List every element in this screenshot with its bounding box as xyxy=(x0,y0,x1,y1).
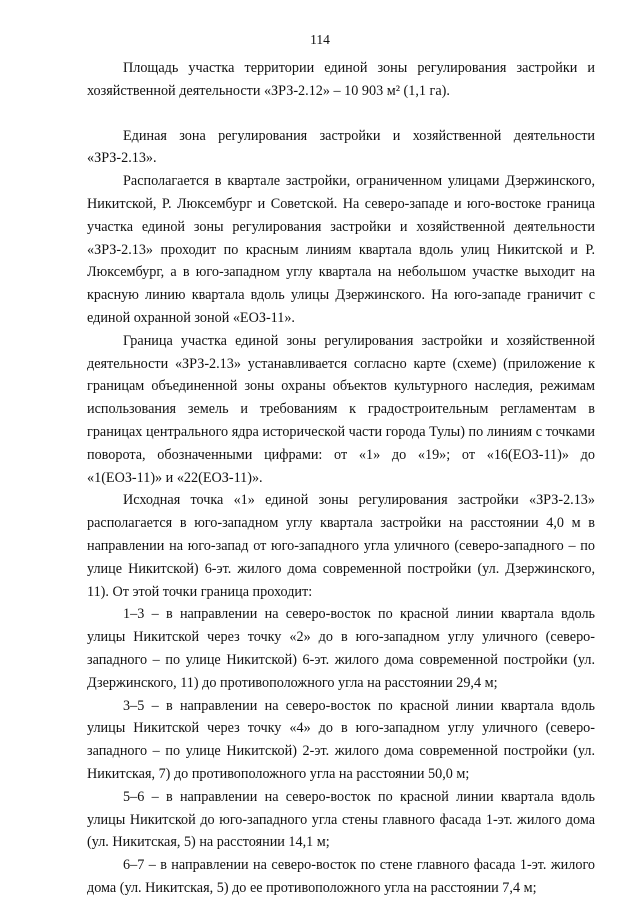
paragraph-location: Располагается в квартале застройки, ограниченном улицами Дзержинского, Никитской, Р. Люксембург и Советской. На северо-западе и юго-востоке граница участка единой зоны регулирования застройки и хозяйственной деятельности «ЗРЗ-2.13» проходит по красным линиям квартала вдоль улиц Никитской и Р. Люксембург, а в юго-западном углу квартала на небольшом участке выходит на красную линию квартала вдоль улицы Дзержинского. На юго-западе граничит с единой охранной зоной «ЕОЗ-11». xyxy=(87,173,595,326)
page-number: 114 xyxy=(310,32,330,47)
paragraph-zrz-2-12-area: Площадь участка территории единой зоны регулирования застройки и хозяйственной деятельности «ЗРЗ-2.12» – 10 903 м² (1,1 га). xyxy=(87,60,595,99)
paragraph-segment-1-3: 1–3 – в направлении на северо-восток по красной линии квартала вдоль улицы Никитской через точку «2» до в юго-западном углу уличного (северо-западного – по улице Никитской) 6-эт. жилого дома современной постройки (ул. Дзержинского, 11) до противоположного угла на расстоянии 29,4 м; xyxy=(87,606,595,691)
paragraph-segment-6-7: 6–7 – в направлении на северо-восток по стене главного фасада 1-эт. жилого дома (ул. Никитская, 5) до ее противоположного угла на расстоянии 7,4 м; xyxy=(87,857,595,896)
paragraph-boundary: Граница участка единой зоны регулирования застройки и хозяйственной деятельности «ЗРЗ-2.13» устанавливается согласно карте (схеме) (приложение к границам объединенной зоны охраны объектов культурного наследия, режимам использования земель и требованиям к градостроительным регламентам в границах центрального ядра исторической части города Тулы) по линиям с точками поворота, обозначенными цифрами: от «1» до «19»; от «16(ЕОЗ-11)» до «1(ЕОЗ-11)» и «22(ЕОЗ-11)». xyxy=(87,332,595,486)
paragraph-zrz-2-13-heading: Единая зона регулирования застройки и хозяйственной деятельности «ЗРЗ-2.13». xyxy=(87,127,595,167)
paragraph-segment-5-6: 5–6 – в направлении на северо-восток по красной линии квартала вдоль улицы Никитской до юго-западного угла стены главного фасада 1-эт. жилого дома (ул. Никитская, 5) на расстоянии 14,1 м; xyxy=(87,788,595,851)
paragraph-start-point: Исходная точка «1» единой зоны регулирования застройки «ЗРЗ-2.13» располагается в юго-западном углу квартала застройки на расстоянии 4,0 м в направлении на юго-запад от юго-западного угла уличного (северо-западного – по улице Никитской) 6-эт. жилого дома современной постройки (ул. Дзержинского, 11). От этой точки граница проходит: xyxy=(87,492,595,600)
document-body xyxy=(87,57,595,900)
paragraph-segment-3-5: 3–5 – в направлении на северо-восток по красной линии квартала вдоль улицы Никитской через точку «4» до в юго-западном углу уличного (северо-западного – по улице Никитской) 2-эт. жилого дома современной постройки (ул. Никитская, 7) до противоположного угла на расстоянии 50,0 м; xyxy=(87,697,595,782)
